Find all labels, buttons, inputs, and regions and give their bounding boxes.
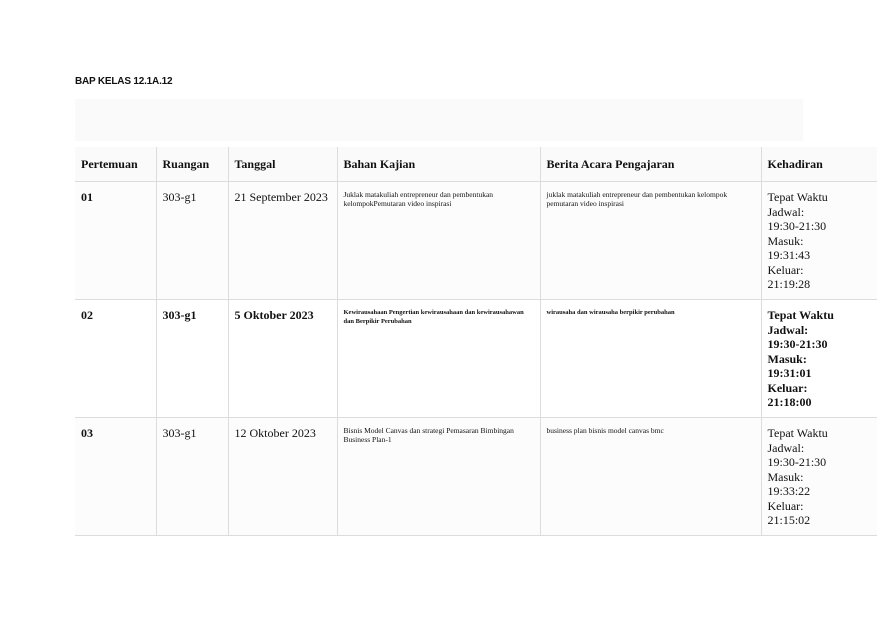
kehadiran-jadwal-value: 19:30-21:30 <box>767 219 827 233</box>
cell-kehadiran <box>761 418 877 536</box>
kehadiran-keluar-value: 21:18:00 <box>767 395 812 409</box>
cell-berita-acara: juklak matakuliah entrepreneur dan pembentukan kelompok pemutaran video inspirasi <box>540 182 761 300</box>
kehadiran-keluar-label: Keluar: <box>767 380 808 395</box>
col-header-kehadiran: Kehadiran <box>761 147 877 182</box>
kehadiran-keluar-label: Keluar: <box>767 262 804 277</box>
table-row <box>75 418 877 536</box>
cell-pertemuan: 01 <box>75 182 156 300</box>
col-header-ruangan: Ruangan <box>156 147 228 182</box>
col-header-bahan-kajian: Bahan Kajian <box>337 147 540 182</box>
kehadiran-status: Tepat Waktu <box>767 308 834 322</box>
cell-pertemuan: 02 <box>75 300 156 418</box>
kehadiran-keluar-value: 21:19:28 <box>767 277 811 291</box>
col-header-pertemuan: Pertemuan <box>75 147 156 182</box>
kehadiran-masuk-value: 19:31:01 <box>767 366 812 380</box>
cell-ruangan: 303-g1 <box>156 182 228 300</box>
kehadiran-jadwal-label: Jadwal: <box>767 440 805 455</box>
kehadiran-masuk-label: Masuk: <box>767 351 807 366</box>
table-row <box>75 182 877 300</box>
cell-berita-acara: wirausaha dan wirausaha berpikir perubahan <box>540 300 761 418</box>
cell-berita-acara: business plan bisnis model canvas bmc <box>540 418 761 536</box>
cell-ruangan: 303-g1 <box>156 418 228 536</box>
kehadiran-keluar-label: Keluar: <box>767 498 804 513</box>
col-header-berita-acara: Berita Acara Pengajaran <box>540 147 761 182</box>
cell-bahan-kajian: Kewirausahaan Pengertian kewirausahaan dan kewirausahawan dan Berpikir Perubahan <box>337 300 540 418</box>
table-row <box>75 300 877 418</box>
cell-pertemuan: 03 <box>75 418 156 536</box>
col-header-tanggal: Tanggal <box>228 147 337 182</box>
kehadiran-keluar-value: 21:15:02 <box>767 513 811 527</box>
kehadiran-jadwal-value: 19:30-21:30 <box>767 337 828 351</box>
kehadiran-jadwal-label: Jadwal: <box>767 204 805 219</box>
cell-kehadiran <box>761 300 877 418</box>
cell-tanggal: 12 Oktober 2023 <box>228 418 337 536</box>
kehadiran-status: Tepat Waktu <box>767 190 828 204</box>
header-banner <box>75 99 803 141</box>
kehadiran-masuk-value: 19:33:22 <box>767 484 811 498</box>
cell-bahan-kajian: Juklak matakuliah entrepreneur dan pembentukan kelompokPemutaran video inspirasi <box>337 182 540 300</box>
kehadiran-masuk-label: Masuk: <box>767 469 804 484</box>
kehadiran-jadwal-value: 19:30-21:30 <box>767 455 827 469</box>
table-header-row <box>75 147 877 182</box>
kehadiran-masuk-label: Masuk: <box>767 233 804 248</box>
bap-table <box>75 147 877 536</box>
cell-ruangan: 303-g1 <box>156 300 228 418</box>
kehadiran-status: Tepat Waktu <box>767 426 828 440</box>
kehadiran-masuk-value: 19:31:43 <box>767 248 811 262</box>
page-title: BAP KELAS 12.1A.12 <box>75 76 173 87</box>
cell-bahan-kajian: Bisnis Model Canvas dan strategi Pemasaran Bimbingan Business Plan-1 <box>337 418 540 536</box>
kehadiran-jadwal-label: Jadwal: <box>767 322 809 337</box>
cell-tanggal: 21 September 2023 <box>228 182 337 300</box>
cell-tanggal: 5 Oktober 2023 <box>228 300 337 418</box>
cell-kehadiran <box>761 182 877 300</box>
